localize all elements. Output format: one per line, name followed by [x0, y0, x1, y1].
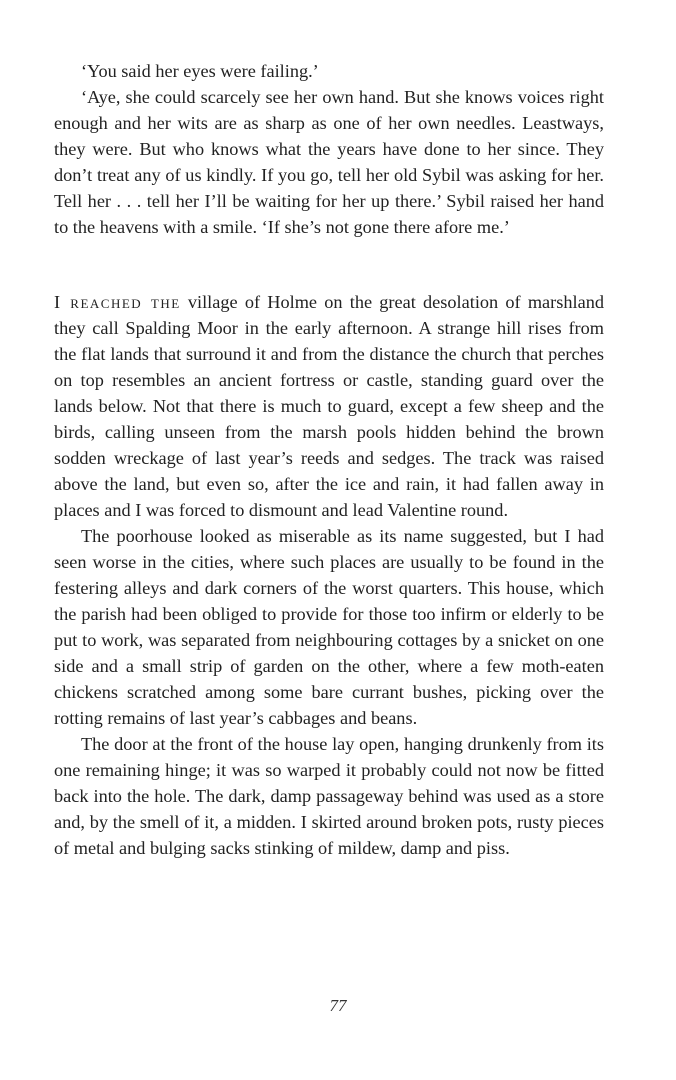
narrative-section	[54, 289, 604, 861]
opening-small-caps: I reached the	[54, 292, 181, 312]
opening-text: village of Holme on the great desolation of marshland they call Spalding Moor in the early afternoon. A strange hill rises from the flat lands that surround it and from the distance the church that perches on top resembles an ancient fortress or castle, standing guard over the lands below. Not that there is much to guard, except a few sheep and the birds, calling unseen from the marsh pools hidden behind the brown sodden wreckage of last year’s reeds and sedges. The track was raised above the land, but even so, after the ice and rain, it had fallen away in places and I was forced to dismount and lead Valentine round.	[54, 292, 604, 520]
page-number: 77	[329, 996, 347, 1015]
paragraph: The door at the front of the house lay open, hanging drunkenly from its one remaining hinge; it was so warped it probably could not now be fitted back into the hole. The dark, damp passageway behind was used as a store and, by the smell of it, a midden. I skirted around broken pots, rusty pieces of metal and bulging sacks stinking of mildew, damp and piss.	[54, 734, 604, 858]
paragraph: ‘You said her eyes were failing.’	[81, 61, 319, 81]
section-opening-paragraph	[54, 289, 604, 523]
paragraph: ‘Aye, she could scarcely see her own hand. But she knows voices right enough and her wits are as sharp as one of her own needles. Leastways, they were. But who knows what the years have done to her since. They don’t treat any of us kindly. If you go, tell her old Sybil was asking for her. Tell her . . . tell her I’ll be waiting for her up there.’ Sybil raised her hand to the heavens with a smile. ‘If she’s not gone there afore me.’	[54, 87, 604, 237]
paragraph: The poorhouse looked as miserable as its name suggested, but I had seen worse in the cities, where such places are usually to be found in the festering alleys and dark corners of the worst quarters. This house, which the parish had been obliged to provide for those too infirm or elderly to be put to work, was separated from neighbouring cottages by a snicket on one side and a small strip of garden on the other, where a few moth-eaten chickens scratched among some bare currant bushes, picking over the rotting remains of last year’s cabbages and beans.	[54, 526, 604, 728]
dialogue-section	[54, 58, 604, 240]
